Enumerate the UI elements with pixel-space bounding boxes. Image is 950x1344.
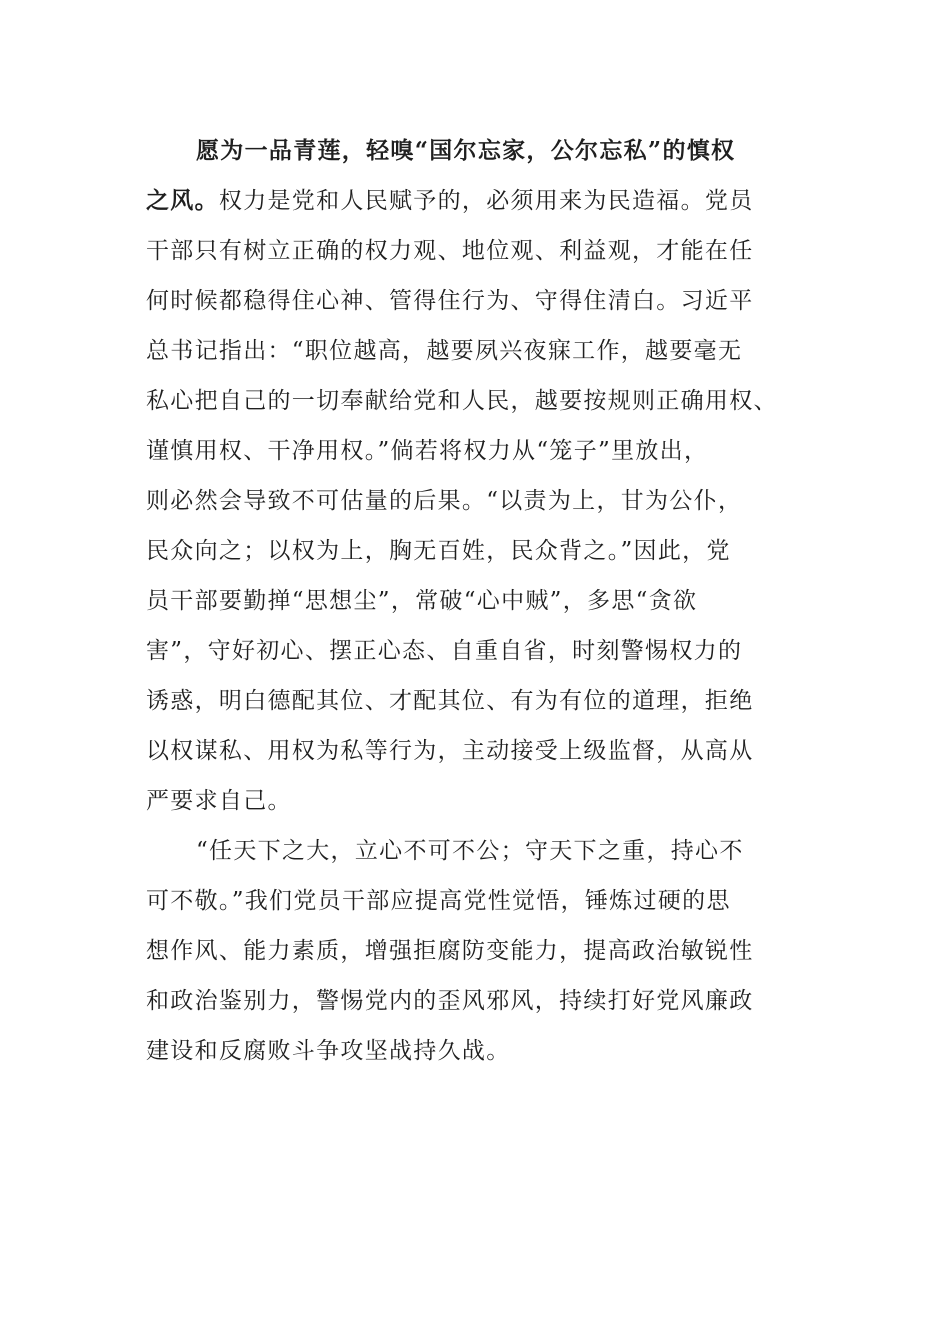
paragraph-1-line-2 <box>146 176 796 226</box>
paragraph-1-heading-part-2: 之风。 <box>146 187 219 214</box>
paragraph-1-line-9: 民众向之；以权为上，胸无百姓，民众背之。”因此，党 <box>146 538 731 564</box>
paragraph-1-line-12: 诱惑，明白德配其位、才配其位、有为有位的道理，拒绝 <box>146 688 754 714</box>
paragraph-1-line-13: 以权谋私、用权为私等行为，主动接受上级监督，从高从 <box>146 738 754 764</box>
paragraph-1-line-6: 私心把自己的一切奉献给党和人民，越要按规则正确用权、 <box>146 388 778 414</box>
paragraph-2-line-4: 和政治鉴别力，警惕党内的歪风邪风，持续打好党风廉政 <box>146 988 754 1014</box>
paragraph-1-line-1 <box>146 126 796 176</box>
paragraph-1-line-4: 何时候都稳得住心神、管得住行为、守得住清白。习近平 <box>146 288 754 314</box>
paragraph-1-line-3: 干部只有树立正确的权力观、地位观、利益观，才能在任 <box>146 238 754 264</box>
paragraph-1-line-11: 害”，守好初心、摆正心态、自重自省，时刻警惕权力的 <box>146 638 743 664</box>
paragraph-1-line-10: 员干部要勤掸“思想尘”，常破“心中贼”，多思“贪欲 <box>146 588 698 614</box>
paragraph-2-line-5: 建设和反腐败斗争攻坚战持久战。 <box>146 1038 511 1064</box>
paragraph-1-text: 权力是党和人民赋予的，必须用来为民造福。党员 <box>218 188 754 214</box>
paragraph-1-line-5: 总书记指出：“职位越高，越要夙兴夜寐工作，越要毫无 <box>146 338 743 364</box>
paragraph-2-line-2: 可不敬。”我们党员干部应提高党性觉悟，锤炼过硬的思 <box>146 888 731 914</box>
paragraph-1-line-8: 则必然会导致不可估量的后果。“以责为上，甘为公仆， <box>146 488 743 514</box>
paragraph-2-line-3: 想作风、能力素质，增强拒腐防变能力，提高政治敏锐性 <box>146 938 754 964</box>
paragraph-1-heading-part-1: 愿为一品青莲，轻嗅“国尔忘家，公尔忘私”的慎权 <box>196 137 736 164</box>
paragraph-1-line-7: 谨慎用权、干净用权。”倘若将权力从“笼子”里放出， <box>146 438 709 464</box>
paragraph-2-line-1: “任天下之大，立心不可不公；守天下之重，持心不 <box>196 838 744 864</box>
document-body <box>146 126 796 1076</box>
paragraph-1-line-14: 严要求自己。 <box>146 788 292 814</box>
